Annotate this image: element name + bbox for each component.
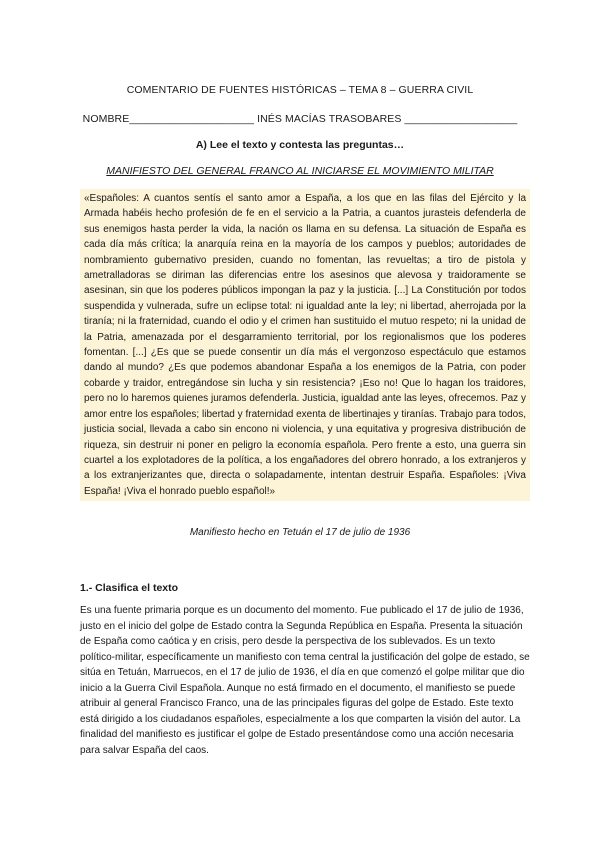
section-answer: Es una fuente primaria porque es un documento del momento. Fue publicado el 17 de julio de 1936, justo en el inicio del golpe de Estado contra la Segunda República en España. Presenta la situación de España como caótica y en crisis, pero desde la perspectiva de los sublevados. Es un texto político-militar, específicamente un manifiesto con tema central la justificación del golpe de estado, se sitúa en Tetuán, Marruecos, en el 17 de julio de 1936, el día en que comenzó el golpe militar que dio inicio a la Guerra Civil Española. Aunque no está firmado en el documento, el manifiesto se puede atribuir al general Francisco Franco, una de las principales figuras del golpe de Estado. Este texto está dirigido a los ciudadanos españoles, especialmente a los que comparten la visión del autor. La finalidad del manifiesto es justificar el golpe de Estado presentándose como una acción necesaria para salvar España del caos. (80, 605, 530, 756)
instruction: A) Lee el texto y contesta las preguntas… (195, 139, 405, 151)
document-title: MANIFIESTO DEL GENERAL FRANCO AL INICIARSE EL MOVIMIENTO MILITAR (106, 165, 494, 177)
source-note: Manifiesto hecho en Tetuán el 17 de julio de 1936 (189, 527, 411, 538)
student-name-line: NOMBRE_____________________ INÉS MACÍAS TRASOBARES ___________________ (82, 113, 518, 125)
section-heading: 1.- Clasifica el texto (80, 582, 179, 594)
course-header: COMENTARIO DE FUENTES HISTÓRICAS – TEMA 8 – GUERRA CIVIL (126, 84, 474, 96)
source-quote: «Españoles: A cuantos sentís el santo amor a España, a los que en las filas del Ejército y la Armada habéis hecho profesión de fe en el servicio a la Patria, a cuantos jurasteis defenderla de sus enemigos hasta perder la vida, la nación os llama en su defensa. La situación de España es cada día más crítica; la anarquía reina en la mayoría de los campos y pueblos; autoridades de nombramiento gubernativo presiden, cuando no fomentan, las revueltas; a tiro de pistola y ametralladoras se diriman las diferencias entre los asesinos que alevosa y traidoramente se asesinan, sin que los poderes públicos impongan la paz y la justicia. [...] La Constitución por todos suspendida y vulnerada, sufre un eclipse total: ni igualdad ante la ley; ni libertad, aherrojada por la tiranía; ni la fraternidad, cuando el odio y el crimen han sustituido el mutuo respeto; ni la unidad de la Patria, amenazada por el desgarramiento territorial, por los regionalismos que los poderes fomentan. [...] ¿Es que se puede consentir un día más el vergonzoso espectáculo que estamos dando al mundo? ¿Es que podemos abandonar España a los enemigos de la Patria, con poder cobarde y traidor, entregándose sin lucha y sin resistencia? ¡Eso no! Que lo hagan los traidores, pero no lo haremos quienes juramos defenderla. Justicia, igualdad ante las leyes, ofrecemos. Paz y amor entre los españoles; libertad y fraternidad exenta de libertinajes y tiranías. Trabajo para todos, justicia social, llevada a cabo sin encono ni violencia, y una equitativa y progresiva distribución de riqueza, sin destruir ni poner en peligro la economía española. Pero frente a esto, una guerra sin cuartel a los explotadores de la política, a los engañadores del obrero honrado, a los extranjeros y a los extranjerizantes que, directa o solapadamente, intentan destruir España. Españoles: ¡Viva España! ¡Viva el honrado pueblo español!» (80, 189, 530, 501)
